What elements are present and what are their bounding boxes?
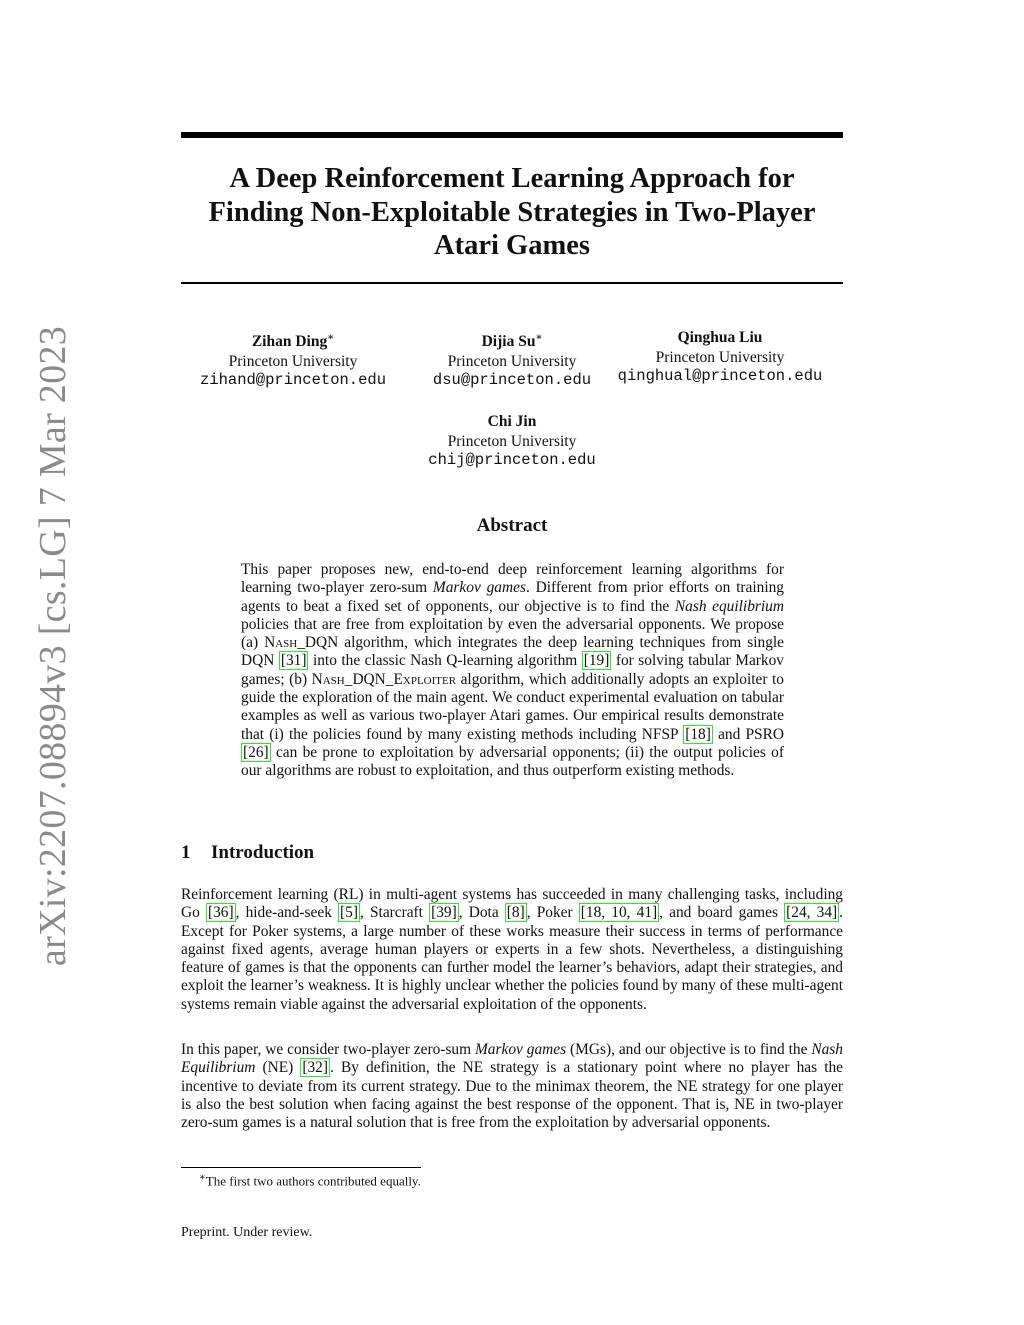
author-name: Chi Jin — [487, 413, 537, 430]
title-line-2: Finding Non-Exploitable Strategies in Two-Player — [208, 196, 816, 228]
citation-link[interactable]: [18, 10, 41] — [580, 904, 658, 922]
algo-name: Nash_DQN_Exploiter — [311, 670, 457, 688]
intro-paragraph-2: In this paper, we consider two-player zero-sum Markov games (MGs), and our objective is to find the Nash Equilibrium (NE) [32] . By definition, the NE strategy is a stationary point where no player has the incentive to deviate from its current strategy. Due to the minimax theorem, the NE strategy for one player is also the best solution when facing against the best response of the opponent. That is, NE in two-player zero-sum games is a natural solution that is free from the exploitation by adversarial opponents. — [181, 1041, 843, 1132]
title-line-1: A Deep Reinforcement Learning Approach for — [229, 163, 795, 194]
citation-link[interactable]: [19] — [583, 652, 610, 670]
citation-link[interactable]: [8] — [506, 904, 525, 922]
citation-link[interactable]: [26] — [243, 743, 269, 761]
author-email[interactable]: qinghual@princeton.edu — [617, 367, 823, 385]
abstract-text: This paper proposes new, end-to-end deep reinforcement learning algorithms for learning two-player zero-sum Markov games. Different from prior efforts on training agents to beat a fixed set of opponents, our objective is to find the Nash equilibrium policies that are free from exploitation by even the adversarial opponents. We propose (a) Nash_DQN algorithm, which integrates the deep learning techniques from single DQN [31] into the classic Nash Q-learning algorithm [19] for solving tabular Markov games; (b) Nash_DQN_Exploiter algorithm, which additionally adopts an exploiter to guide the exploration of the main agent. We conduct experimental evaluation on tabular examples as well as various two-player Atari games. Our empirical results demonstrate that (i) the policies found by many existing methods including NFSP [18] and PSRO [26] can be prone to exploitation by adversarial opponents; (ii) the output policies of our algorithms are robust to exploitation, and thus outperform existing methods. — [241, 561, 784, 780]
citation-link[interactable]: [39] — [431, 904, 457, 922]
page-footer: Preprint. Under review. — [181, 1225, 313, 1240]
paper-title — [181, 162, 843, 263]
footnote-mark: ∗ — [199, 1172, 206, 1183]
author-affiliation: Princeton University — [655, 348, 785, 366]
author-email[interactable]: zihand@princeton.edu — [199, 371, 387, 390]
author-affiliation: Princeton University — [228, 352, 358, 370]
title-top-rule — [181, 132, 843, 138]
abstract-heading: Abstract — [476, 515, 548, 536]
title-bottom-rule — [181, 282, 843, 284]
footnote-rule — [181, 1167, 421, 1168]
citation-link[interactable]: [31] — [280, 652, 307, 670]
citation-link[interactable]: [5] — [340, 904, 358, 922]
author-name: Qinghua Liu — [677, 329, 763, 346]
author-email[interactable]: dsu@princeton.edu — [432, 371, 592, 390]
author-block-4 — [412, 412, 612, 471]
title-line-3: Atari Games — [434, 230, 590, 261]
author-affiliation: Princeton University — [447, 432, 577, 450]
author-email[interactable]: chij@princeton.edu — [428, 451, 596, 469]
author-mark: ∗ — [327, 332, 335, 343]
author-affiliation: Princeton University — [447, 352, 577, 370]
intro-paragraph-1: Reinforcement learning (RL) in multi-agent systems has succeeded in many challenging tasks, including Go [36] , hide-and-seek [5] , Starcraft [39] , Dota [8] , Poker [18, 10, 41] , and board games [24, 34] . Except for Poker systems, a large number of these works measure their success in terms of performance against fixed agents, average human players or experts in a few shots. Nevertheless, a distinguishing feature of games is that the opponents can further model the learner’s behaviors, adapt their strategies, and exploit the learner’s weakness. It is highly unclear whether the policies found by many of these multi-agent systems remain viable against the adversarial exploitation of the opponents. — [181, 886, 843, 1013]
citation-link[interactable]: [18] — [685, 725, 711, 743]
author-block-2 — [412, 328, 612, 391]
author-block-1 — [193, 328, 393, 391]
arxiv-identifier: arXiv:2207.08894v3 [cs.LG] 7 Mar 2023 — [32, 325, 74, 967]
citation-link[interactable]: [36] — [207, 904, 234, 922]
author-mark: ∗ — [535, 332, 543, 343]
algo-name: Nash_DQN — [264, 634, 339, 652]
citation-link[interactable]: [32] — [302, 1059, 328, 1077]
author-name: Zihan Ding∗ — [251, 332, 335, 351]
footnote: ∗The first two authors contributed equally. — [199, 1172, 421, 1189]
author-name: Dijia Su∗ — [481, 332, 543, 351]
author-block-3 — [605, 328, 835, 387]
citation-link[interactable]: [24, 34] — [786, 904, 838, 922]
section-heading-introduction: 1 Introduction — [181, 842, 315, 863]
